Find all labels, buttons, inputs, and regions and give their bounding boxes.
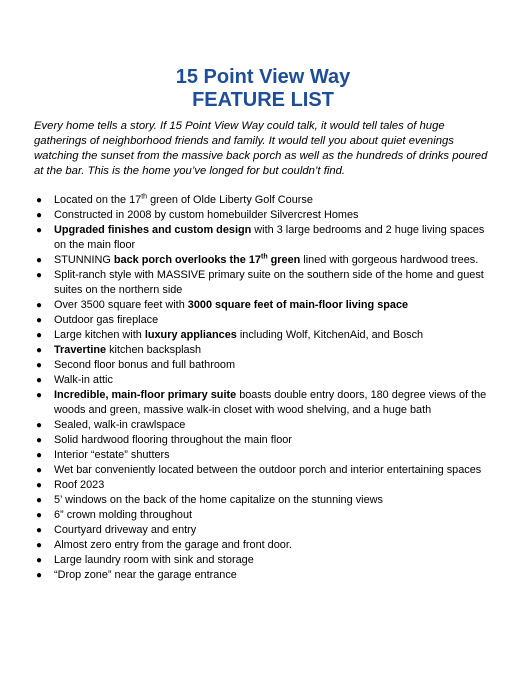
list-item: ● Located on the 17th green of Olde Liberty Golf Course <box>36 193 313 206</box>
list-item: ● Courtyard driveway and entry <box>36 524 197 536</box>
bullet-icon: ● <box>36 540 43 551</box>
bullet-icon: ● <box>36 510 43 521</box>
list-item: ● Split-ranch style with MASSIVE primary suite on the southern side of the home and guest suites on the northern side <box>36 269 484 296</box>
list-item: ● Second floor bonus and full bathroom <box>36 359 236 371</box>
bullet-icon: ● <box>36 315 43 326</box>
bullet-icon: ● <box>36 225 43 236</box>
bullet-icon: ● <box>36 390 43 401</box>
list-item: ● Over 3500 square feet with 3000 square feet of main-floor living space <box>36 299 409 311</box>
page-title <box>34 66 492 112</box>
bullet-icon: ● <box>36 570 43 581</box>
list-item: ● Sealed, walk-in crawlspace <box>36 419 186 431</box>
bullet-icon: ● <box>36 525 43 536</box>
feature-list <box>34 193 492 583</box>
title-address: 15 Point View Way <box>175 66 351 88</box>
list-item: ● STUNNING back porch overlooks the 17th green lined with gorgeous hardwood trees. <box>36 253 479 266</box>
bullet-icon: ● <box>36 375 43 386</box>
bullet-icon: ● <box>36 270 43 281</box>
list-item: ● Constructed in 2008 by custom homebuilder Silvercrest Homes <box>36 209 359 221</box>
list-item: ● Walk-in attic <box>36 374 113 386</box>
bullet-icon: ● <box>36 420 43 431</box>
list-item: ● Upgraded finishes and custom design with 3 large bedrooms and 2 huge living spaces on the main floor <box>36 224 485 251</box>
list-item: ● Incredible, main-floor primary suite boasts double entry doors, 180 degree views of the woods and green, massive walk-in closet with wood shelving, and a huge bath <box>36 389 487 416</box>
bullet-icon: ● <box>36 210 43 221</box>
list-item: ● Roof 2023 <box>36 479 105 491</box>
title-feature-list: FEATURE LIST <box>192 89 334 111</box>
list-item: ● Large laundry room with sink and storage <box>36 554 254 566</box>
list-item: ● “Drop zone” near the garage entrance <box>36 569 237 581</box>
bullet-icon: ● <box>36 480 43 491</box>
bullet-icon: ● <box>36 360 43 371</box>
bullet-icon: ● <box>36 330 43 341</box>
bullet-icon: ● <box>36 555 43 566</box>
list-item: ● Travertine kitchen backsplash <box>36 344 202 356</box>
bullet-icon: ● <box>36 345 43 356</box>
list-item: ● Interior “estate” shutters <box>36 449 170 461</box>
list-item: ● Large kitchen with luxury appliances including Wolf, KitchenAid, and Bosch <box>36 329 424 341</box>
bullet-icon: ● <box>36 495 43 506</box>
list-item: ● 5’ windows on the back of the home capitalize on the stunning views <box>36 494 383 506</box>
list-item: ● 6” crown molding throughout <box>36 509 193 521</box>
bullet-icon: ● <box>36 465 43 476</box>
list-item: ● Outdoor gas fireplace <box>36 314 159 326</box>
bullet-icon: ● <box>36 300 43 311</box>
bullet-icon: ● <box>36 255 43 266</box>
bullet-icon: ● <box>36 450 43 461</box>
list-item: ● Wet bar conveniently located between the outdoor porch and interior entertaining spaces <box>36 464 482 476</box>
bullet-icon: ● <box>36 435 43 446</box>
list-item: ● Solid hardwood flooring throughout the main floor <box>36 434 292 446</box>
list-item: ● Almost zero entry from the garage and front door. <box>36 539 292 551</box>
bullet-icon: ● <box>36 195 43 206</box>
intro-paragraph: Every home tells a story. If 15 Point View Way could talk, it would tell tales of huge gatherings of neighborhood friends and family. It would tell you about quiet evenings watching the sunset from the massive back porch as well as the hundreds of drinks poured at the bar. This is the home you’ve longed for but couldn’t find. <box>34 120 488 177</box>
